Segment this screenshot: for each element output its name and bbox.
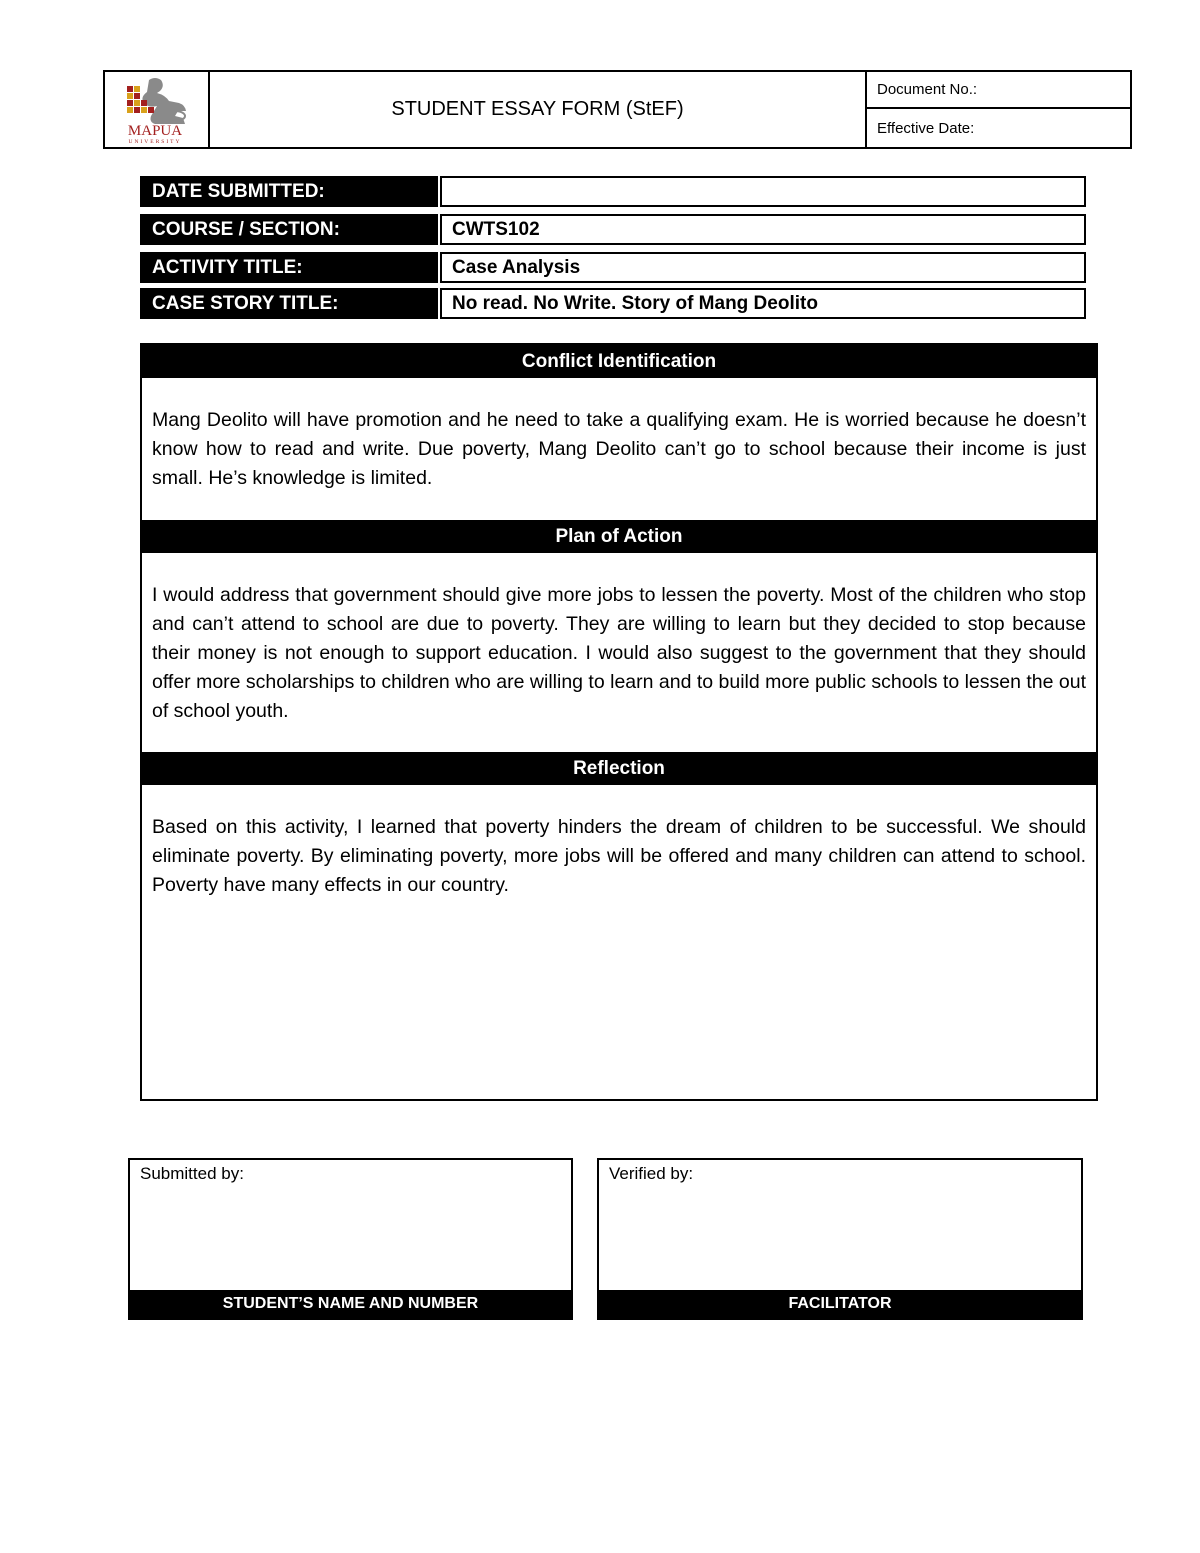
submitted-by-label: Submitted by: [140, 1164, 244, 1183]
verified-by-box[interactable] [597, 1158, 1083, 1320]
form-header [103, 70, 1132, 149]
course-section-label: COURSE / SECTION: [140, 214, 438, 245]
date-submitted-label: DATE SUBMITTED: [140, 176, 438, 207]
facilitator-footer: FACILITATOR [599, 1290, 1081, 1318]
case-story-title-label: CASE STORY TITLE: [140, 288, 438, 319]
document-meta [867, 72, 1130, 147]
essay-box [140, 343, 1098, 1101]
reflection-text[interactable]: Based on this activity, I learned that poverty hinders the dream of children to be successful. We should eliminate poverty. By eliminating poverty, more jobs will be offered and many children can attend to school. Poverty have many effects in our country. [152, 816, 1086, 896]
logo-wordmark: MAPUA [127, 123, 183, 139]
activity-title-label: ACTIVITY TITLE: [140, 252, 438, 283]
student-name-number-footer: STUDENT’S NAME AND NUMBER [130, 1290, 571, 1318]
case-story-title-field[interactable]: No read. No Write. Story of Mang Deolito [440, 288, 1086, 319]
svg-text:UNIVERSITY: UNIVERSITY [128, 139, 182, 145]
conflict-identification-text[interactable]: Mang Deolito will have promotion and he need to take a qualifying exam. He is worried because he doesn’t know how to read and write. Due poverty, Mang Deolito can’t go to school because their income is just small. He’s knowledge is limited. [152, 409, 1086, 489]
course-section-field[interactable]: CWTS102 [440, 214, 1086, 245]
effective-date-label: Effective Date: [877, 120, 975, 137]
date-submitted-field[interactable] [440, 176, 1086, 207]
activity-title-field[interactable]: Case Analysis [440, 252, 1086, 283]
submitted-by-box[interactable] [128, 1158, 573, 1320]
mapua-logo [105, 72, 206, 147]
logo-cell [105, 72, 210, 147]
plan-of-action-heading: Plan of Action [142, 520, 1096, 553]
document-no-label: Document No.: [867, 72, 1130, 109]
conflict-identification-heading: Conflict Identification [142, 345, 1096, 378]
verified-by-label: Verified by: [609, 1164, 694, 1183]
plan-of-action-text[interactable]: I would address that government should give more jobs to lessen the poverty. Most of the children who stop and can’t attend to school are due to poverty. They are willing to learn but they decided to stop because their money is not enough to support education. I would also suggest to the government that they should offer more scholarships to children who are willing to learn and to build more public schools to lessen the out of school youth. [152, 584, 1086, 722]
form-title: STUDENT ESSAY FORM (StEF) [210, 72, 867, 147]
reflection-heading: Reflection [142, 752, 1096, 785]
